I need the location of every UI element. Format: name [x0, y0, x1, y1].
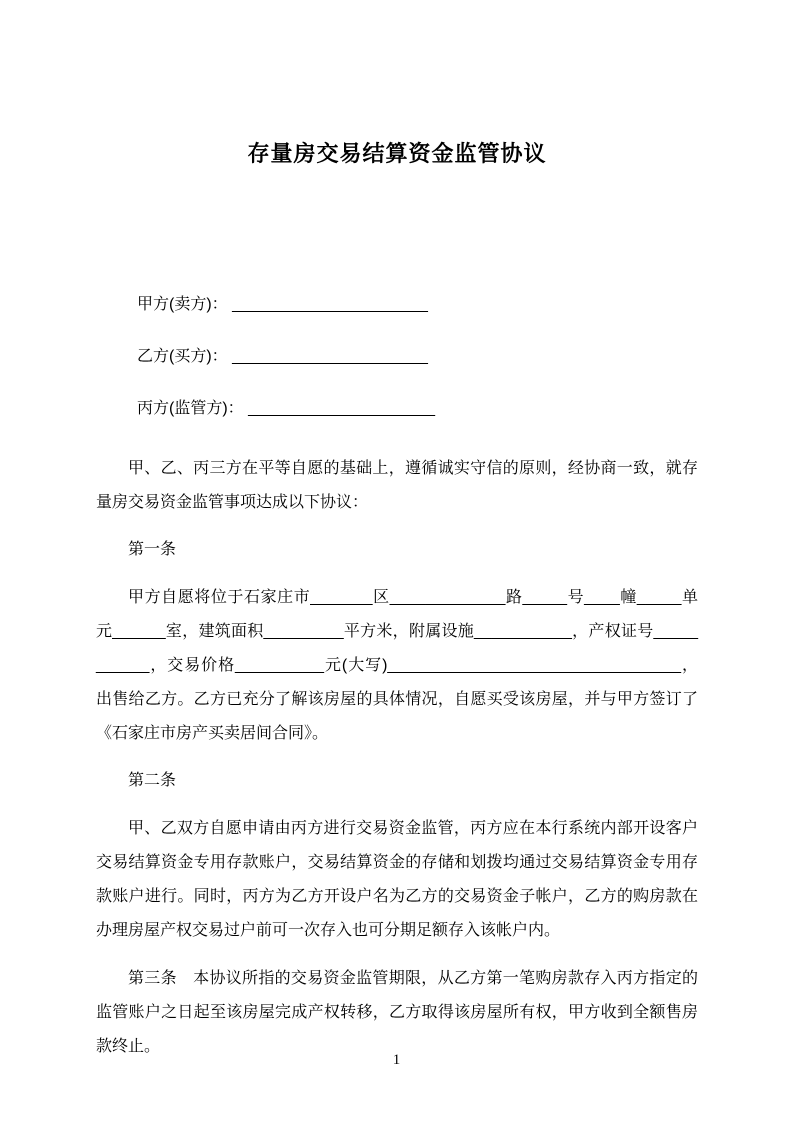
article-1-body: 甲方自愿将位于石家庄市_______区_____________路_____号____幢_____单元______室，建筑面积_________平方米，附属设施___________，产权证号___________，交易价格__________元(大写)_________________________________，出售给乙方。乙方已充分了解该房屋的具体情况，自愿买受该房屋，并与甲方签订了《石家庄市房产买卖居间合同》。	[96, 589, 698, 742]
article-3-paragraph: 第三条 本协议所指的交易资金监管期限，从乙方第一笔购房款存入丙方指定的监管账户之日起至该房屋完成产权转移，乙方取得该房屋所有权，甲方收到全额售房款终止。	[96, 970, 698, 1055]
article-2-heading: 第二条	[128, 772, 177, 789]
party-supervisor-blank: _____________________	[248, 400, 435, 417]
document-title: 存量房交易结算资金监管协议	[247, 141, 547, 166]
party-line-supervisor	[96, 400, 698, 417]
preamble-paragraph: 甲、乙、丙三方在平等自愿的基础上，遵循诚实守信的原则，经协商一致，就存量房交易资金监管事项达成以下协议：	[96, 460, 698, 511]
party-line-seller	[96, 296, 698, 313]
page-number: 1	[392, 1052, 401, 1068]
article-1-heading: 第一条	[128, 541, 177, 558]
party-buyer-label: 乙方(买方)：	[137, 348, 233, 365]
party-supervisor-label: 丙方(监管方)：	[137, 400, 249, 417]
party-buyer-blank: ______________________	[232, 348, 428, 365]
party-line-buyer	[96, 348, 698, 365]
article-2-body: 甲、乙双方自愿申请由丙方进行交易资金监管，丙方应在本行系统内部开设客户交易结算资金专用存款账户，交易结算资金的存储和划拨均通过交易结算资金专用存款账户进行。同时，丙方为乙方开设户名为乙方的交易资金子帐户，乙方的购房款在办理房屋产权交易过户前可一次存入也可分期足额存入该帐户内。	[96, 820, 698, 939]
party-seller-blank: ______________________	[232, 296, 428, 313]
party-seller-label: 甲方(卖方)：	[137, 296, 233, 313]
parties-block	[96, 296, 698, 417]
